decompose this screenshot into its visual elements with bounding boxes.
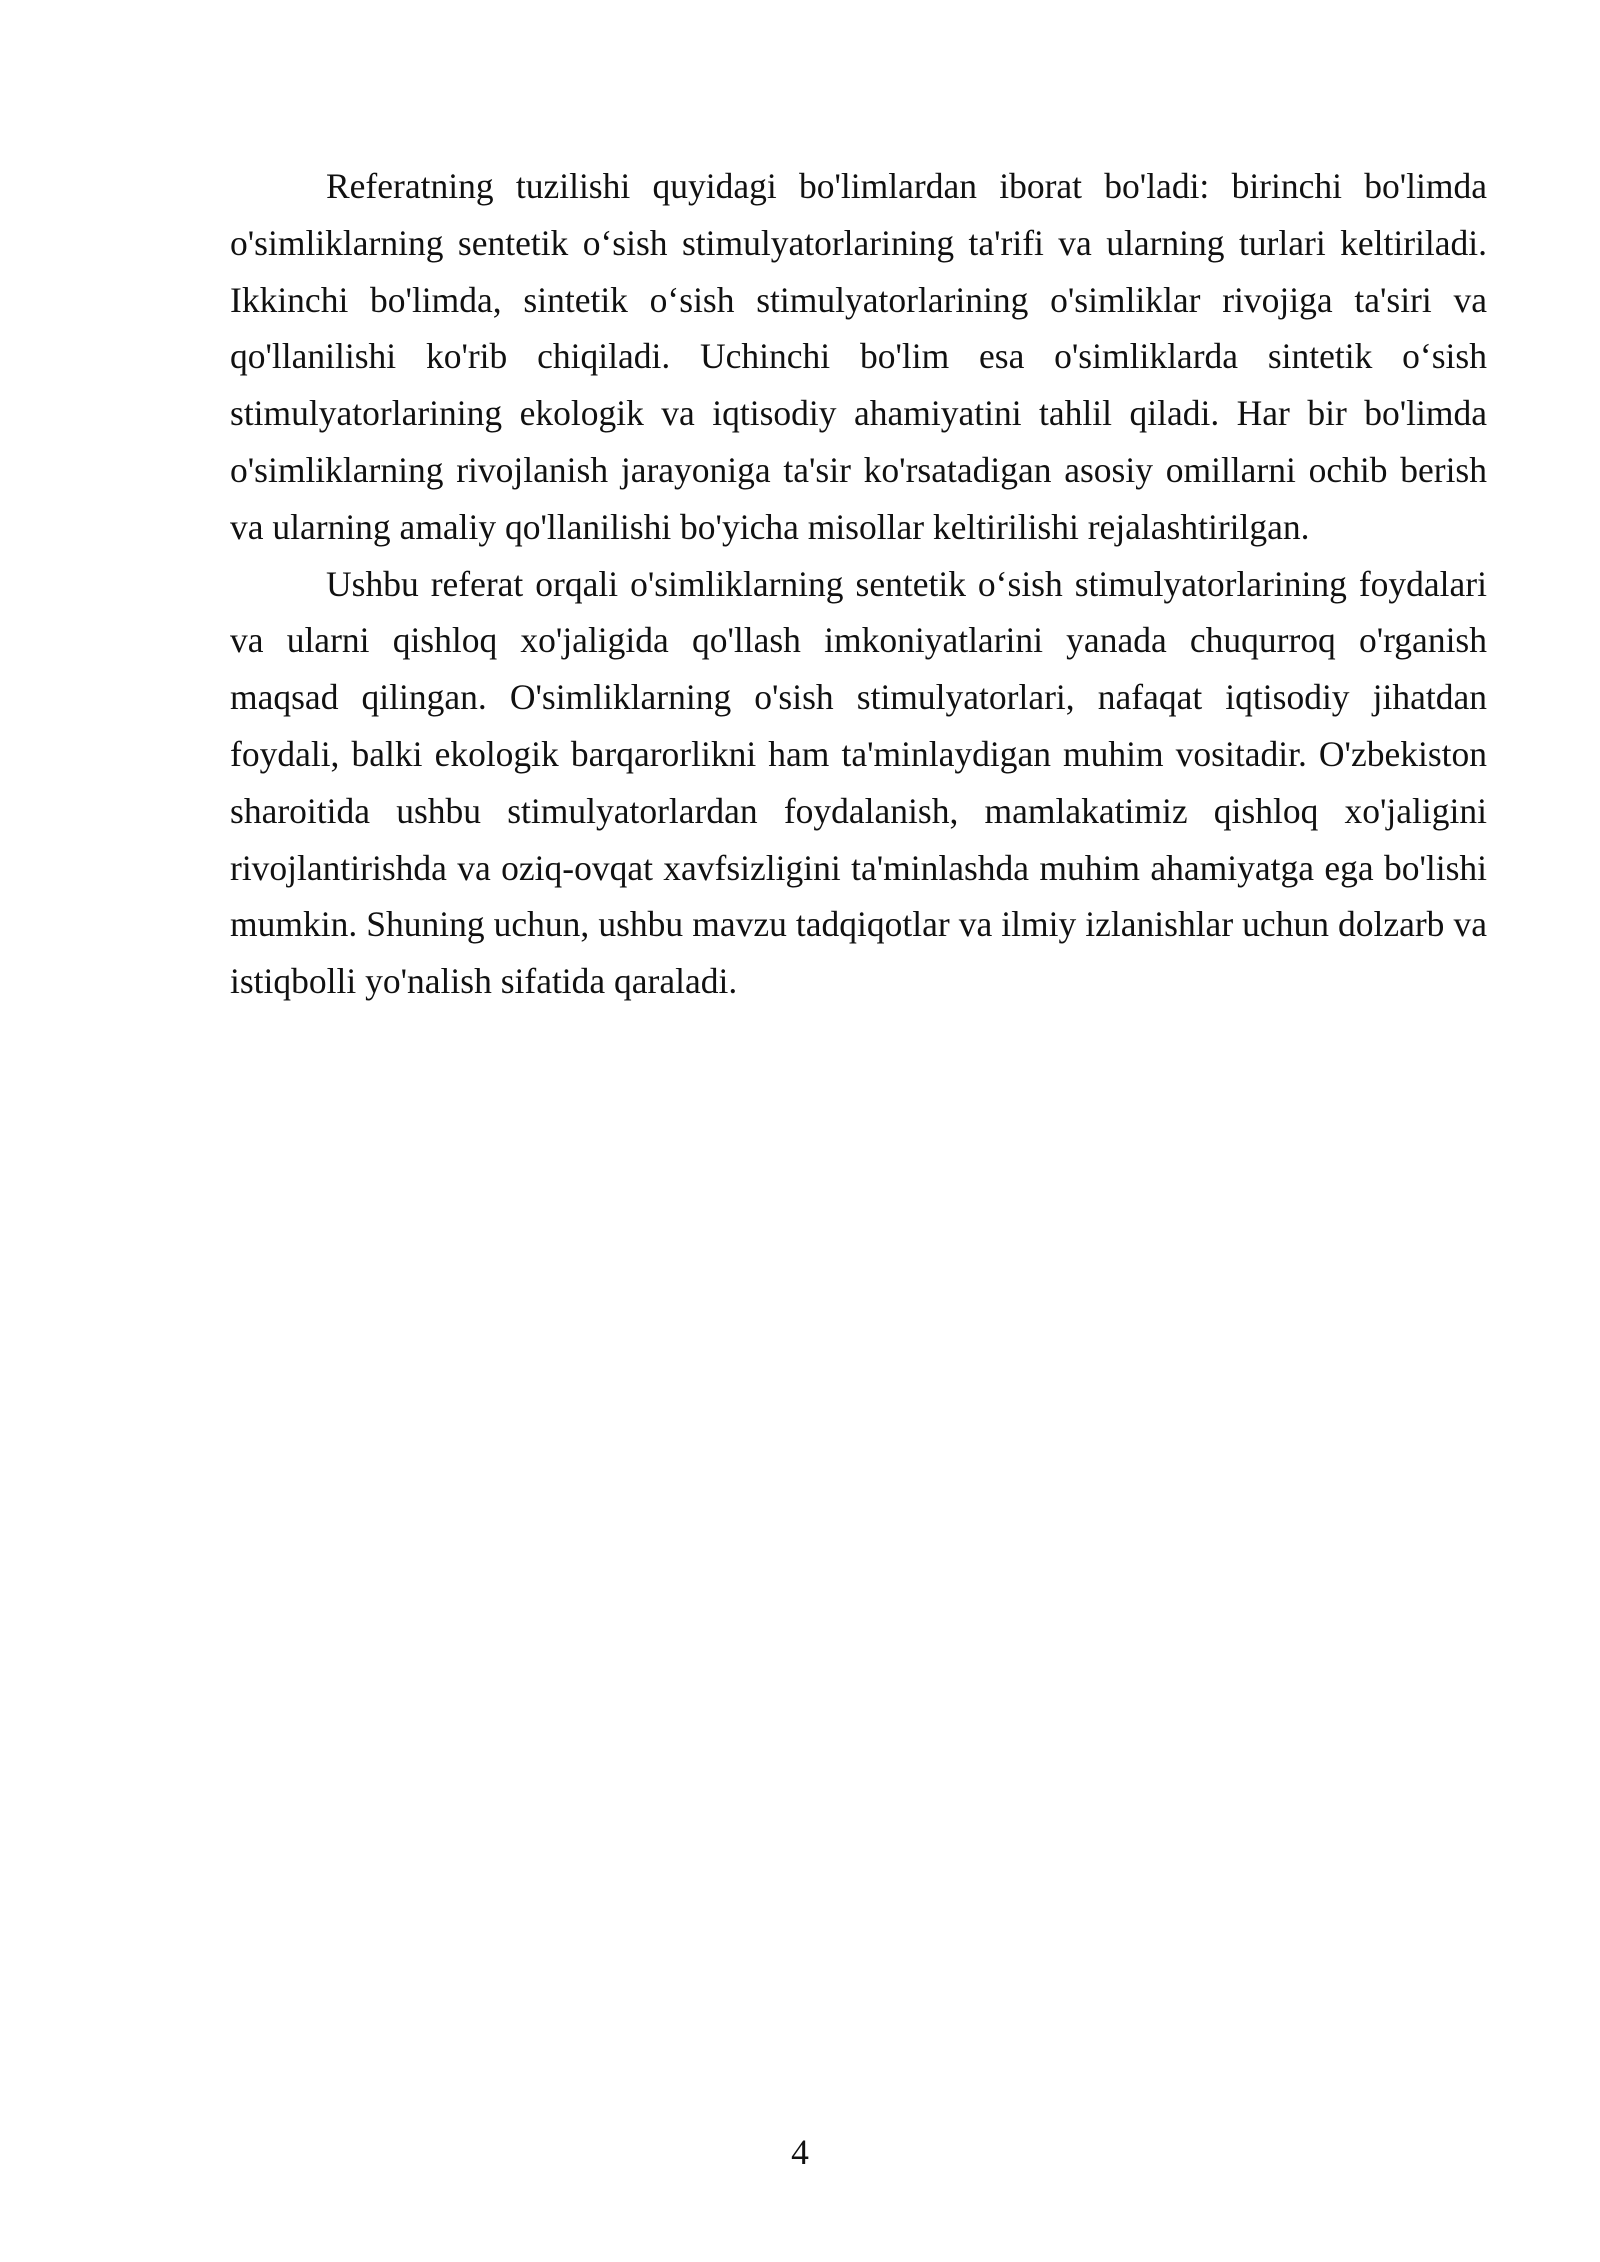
paragraph-structure: Referatning tuzilishi quyidagi bo'limlardan iborat bo'ladi: birinchi bo'limda o'simliklarning sentetik o‘sish stimulyatorlarining ta'rifi va ularning turlari keltiriladi. Ikkinchi bo'limda, sintetik o‘sish stimulyatorlarining o'simliklar rivojiga ta'siri va qo'llanilishi ko'rib chiqiladi. Uchinchi bo'lim esa o'simliklarda sintetik o‘sish stimulyatorlarining ekologik va iqtisodiy ahamiyatini tahlil qiladi. Har bir bo'limda o'simliklarning rivojlanish jarayoniga ta'sir ko'rsatadigan asosiy omillarni ochib berish va ularning amaliy qo'llanilishi bo'yicha misollar keltirilishi rejalashtirilgan. [230, 166, 1487, 547]
body-text [230, 158, 1487, 1010]
paragraph-purpose: Ushbu referat orqali o'simliklarning sentetik o‘sish stimulyatorlarining foydalari va ularni qishloq xo'jaligida qo'llash imkoniyatlarini yanada chuqurroq o'rganish maqsad qilingan. O'simliklarning o'sish stimulyatorlari, nafaqat iqtisodiy jihatdan foydali, balki ekologik barqarorlikni ham ta'minlaydigan muhim vositadir. O'zbekiston sharoitida ushbu stimulyatorlardan foydalanish, mamlakatimiz qishloq xo'jaligini rivojlantirishda va oziq-ovqat xavfsizligini ta'minlashda muhim ahamiyatga ega bo'lishi mumkin. Shuning uchun, ushbu mavzu tadqiqotlar va ilmiy izlanishlar uchun dolzarb va istiqbolli yo'nalish sifatida qaraladi. [230, 563, 1487, 1002]
page-number: 4 [791, 2132, 809, 2172]
